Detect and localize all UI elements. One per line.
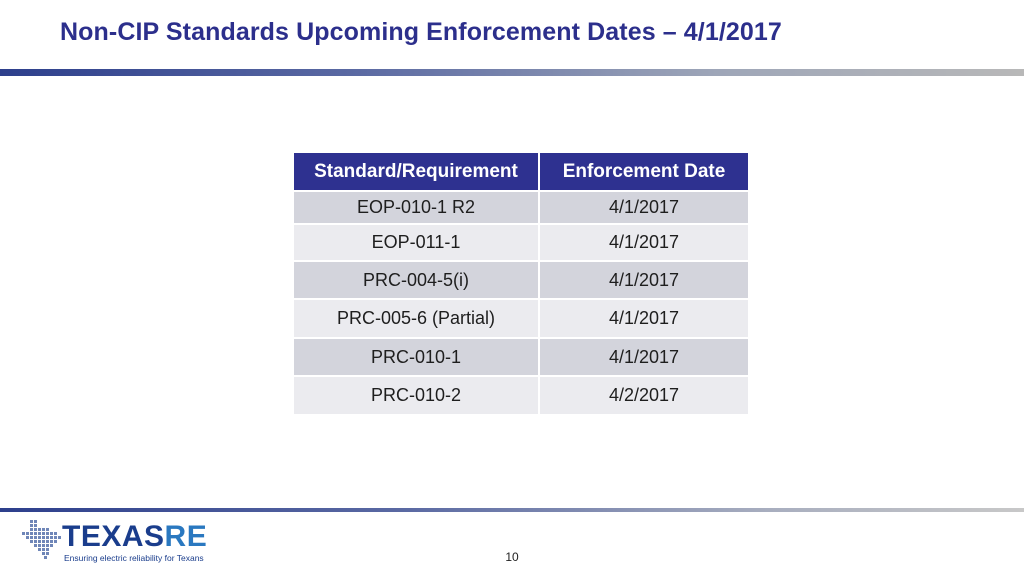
column-header-standard: Standard/Requirement [294, 153, 539, 191]
page-number: 10 [505, 550, 519, 564]
table-row [294, 261, 748, 299]
date-cell: 4/1/2017 [539, 191, 748, 224]
standard-cell: EOP-010-1 R2 [294, 191, 539, 224]
date-cell: 4/1/2017 [539, 299, 748, 338]
footer-divider [0, 508, 1024, 512]
standard-cell: EOP-011-1 [294, 224, 539, 261]
standard-cell: PRC-004-5(i) [294, 261, 539, 299]
table-row [294, 338, 748, 376]
table-row [294, 376, 748, 414]
date-cell: 4/2/2017 [539, 376, 748, 414]
standard-cell: PRC-005-6 (Partial) [294, 299, 539, 338]
table-row [294, 191, 748, 224]
title-divider [0, 69, 1024, 76]
slide-title: Non-CIP Standards Upcoming Enforcement Dates – 4/1/2017 [60, 18, 782, 46]
logo-name-main: TEXAS [62, 520, 165, 553]
logo-name-suffix: RE [164, 520, 208, 553]
standard-cell: PRC-010-1 [294, 338, 539, 376]
column-header-enforcement-date: Enforcement Date [539, 153, 748, 191]
enforcement-table [294, 153, 748, 414]
logo-tagline: Ensuring electric reliability for Texans [64, 553, 204, 563]
date-cell: 4/1/2017 [539, 224, 748, 261]
table-row [294, 224, 748, 261]
logo-wordmark [62, 520, 207, 554]
table-header-row [294, 153, 748, 191]
date-cell: 4/1/2017 [539, 338, 748, 376]
date-cell: 4/1/2017 [539, 261, 748, 299]
standard-cell: PRC-010-2 [294, 376, 539, 414]
table-row [294, 299, 748, 338]
